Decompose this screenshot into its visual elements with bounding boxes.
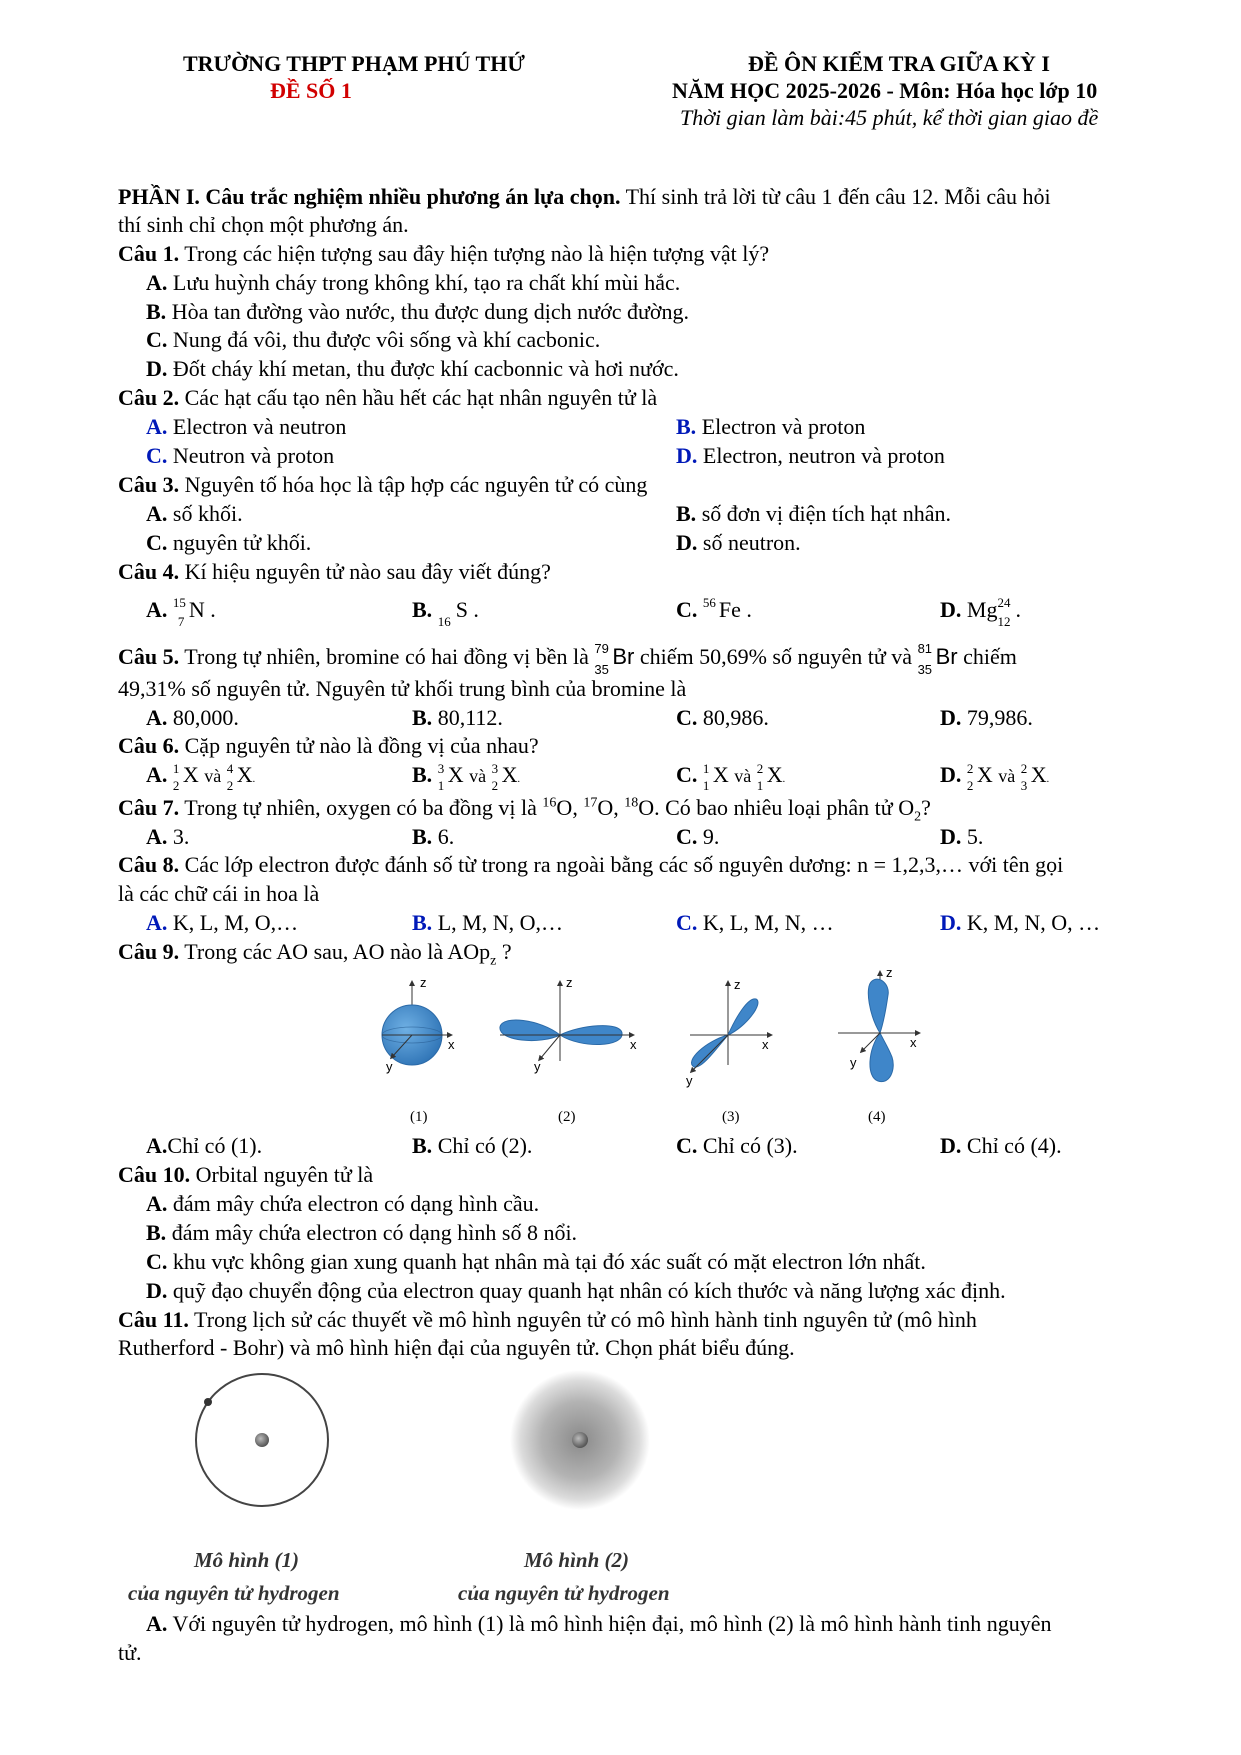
q10-option-d[interactable] [146,1277,1006,1305]
option-text: nguyên tử khối. [172,530,312,555]
orbital-s-figure [382,975,455,1074]
option-letter: C. [146,1249,168,1274]
q-label: Câu 3. [118,472,180,497]
q11-option-a[interactable] [146,1610,1052,1638]
option-letter: D. [940,705,962,730]
question-10 [118,1161,373,1189]
q-text: Trong các hiện tượng sau đây hiện tượng nào là hiện tượng vật lý? [179,241,770,266]
question-3 [118,471,647,499]
punctuation: ? [496,939,512,964]
q-text: Trong tự nhiên, bromine có hai đồng vị bền là [179,644,589,669]
option-letter: B. [412,1133,433,1158]
q1-option-c[interactable] [146,326,600,354]
part1-instruction-2: thí sinh chỉ chọn một phương án. [118,212,409,237]
option-letter: A. [146,824,168,849]
q10-option-b[interactable] [146,1219,577,1247]
q2-option-b[interactable] [676,413,865,441]
q3-option-a[interactable] [146,500,243,528]
option-letter: A. [146,762,168,787]
exam-title: ĐỀ ÔN KIỂM TRA GIỮA KỲ I [748,51,1050,76]
q-label: Câu 11. [118,1307,189,1332]
atomic-number: 2 [172,777,180,793]
orbital-caption-2: (2) [558,1109,576,1125]
part1-heading: PHẦN I. Câu trắc nghiệm nhiều phương án lựa chọn. [118,184,621,209]
option-text: 80,986. [702,705,769,730]
option-letter: D. [940,910,962,935]
option-text: 80,000. [172,705,239,730]
question-9 [118,938,512,969]
question-11-line2: Rutherford - Bohr) và mô hình hiện đại của nguyên tử. Chọn phát biểu đúng. [118,1335,795,1360]
q2-option-c[interactable] [146,442,334,470]
q6-option-a[interactable] [146,760,256,793]
element-symbol: Fe . [718,597,752,622]
conjunction: và [734,766,752,786]
q5-option-b[interactable] [412,704,503,732]
element-symbol: X [501,762,518,787]
option-letter: D. [940,1133,962,1158]
option-letter: D. [146,1278,168,1303]
option-text: Nung đá vôi, thu được vôi sống và khí cacbonic. [172,327,601,352]
bohr-model-hydrogen [196,1374,328,1506]
option-text: số neutron. [702,530,801,555]
axis-label-y: y [850,1055,857,1070]
option-text: 80,112. [437,705,503,730]
conjunction: và [469,766,487,786]
option-letter: A. [146,705,168,730]
nuclide-notation [594,640,612,677]
q11-option-a-line2: tử. [118,1640,142,1665]
orbital-py-figure [686,977,770,1088]
orbital-pz-figure [838,965,918,1082]
option-letter: A. [146,414,168,439]
conjunction: và [998,766,1016,786]
option-text: đám mây chứa electron có dạng hình cầu. [172,1191,540,1216]
atomic-number: 7 [177,613,185,629]
element-symbol: X [976,762,993,787]
question-5 [118,640,1017,677]
element-symbol: X [1030,762,1047,787]
atomic-number: 35 [594,661,609,677]
option-text: Electron, neutron và proton [702,443,945,468]
option-letter: B. [676,501,697,526]
mass-number: 3 [491,760,499,776]
mass-number: 2 [1020,760,1028,776]
option-letter: C. [676,705,698,730]
part1-heading-line [118,183,1051,211]
q6-option-d[interactable] [940,760,1050,793]
option-letter: B. [676,414,697,439]
atomic-number: 12 [997,613,1011,629]
mass-number: 2 [756,760,764,776]
option-letter: C. [146,327,168,352]
axis-label-z: z [566,975,573,990]
nuclide-notation [491,760,502,793]
atomic-number: 35 [917,661,933,677]
option-text: Chỉ có (4). [966,1133,1062,1158]
q10-option-a[interactable] [146,1190,539,1218]
option-letter: D. [676,443,698,468]
option-letter: C. [146,530,168,555]
nuclide-notation [966,760,977,793]
q8-option-d[interactable] [940,909,1100,937]
q2-option-a[interactable] [146,413,346,441]
q-text: chiếm 50,69% số nguyên tử và [634,644,913,669]
orbital-px-figure [500,975,637,1074]
nuclide-notation [756,760,767,793]
option-letter: C. [676,824,698,849]
q-text: Cặp nguyên tử nào là đồng vị của nhau? [179,733,539,758]
year-subject: NĂM HỌC 2025-2026 - Môn: Hóa học lớp 10 [672,78,1098,103]
option-text: số đơn vị điện tích hạt nhân. [701,501,952,526]
q6-option-b[interactable] [412,760,520,793]
option-letter: D. [676,530,698,555]
model-2-sublabel: của nguyên tử hydrogen [458,1581,670,1605]
option-text: đám mây chứa electron có dạng hình số 8 nổi. [171,1220,578,1245]
option-letter: A. [146,910,168,935]
mass-number: 4 [226,760,234,776]
q9-option-d[interactable] [940,1132,1062,1160]
nuclide-notation [172,594,189,629]
nuclide-notation [1020,760,1031,793]
nuclide-notation [172,760,183,793]
nuclide-notation [226,760,237,793]
q-text: Kí hiệu nguyên tử nào sau đây viết đúng? [179,559,551,584]
option-letter: A. [146,1133,168,1158]
q-text: . Có bao nhiêu loại phân tử O [654,795,915,820]
q-text: Trong tự nhiên, oxygen có ba đồng vị là [179,795,543,820]
option-letter: D. [940,762,962,787]
nuclide-notation [702,760,713,793]
element-symbol: X [236,762,253,787]
conjunction: và [204,766,222,786]
axis-label-x: x [630,1037,637,1052]
mass-number: 17 [583,795,598,811]
option-text: Chỉ có (2). [437,1133,533,1158]
q-text: Nguyên tố hóa học là tập hợp các nguyên tử có cùng [179,472,648,497]
q-label: Câu 6. [118,733,180,758]
axis-label-x: x [910,1035,917,1050]
electron-cloud-model-hydrogen [510,1370,650,1510]
q7-option-a[interactable] [146,823,189,851]
option-text: Electron và neutron [172,414,347,439]
element-symbol: X [766,762,783,787]
punctuation: . [1015,597,1021,622]
orbital-caption-4: (4) [868,1109,886,1125]
question-8-line2: là các chữ cái in hoa là [118,881,320,906]
q1-option-b[interactable] [146,298,689,326]
orbital-figures [350,965,930,1130]
q4-option-b[interactable] [412,596,479,629]
atomic-number: 16 [437,613,451,629]
q6-option-c[interactable] [676,760,786,793]
atomic-number: 2 [491,777,499,793]
question-11 [118,1306,977,1334]
mass-number: 24 [997,594,1011,610]
atomic-number: 1 [702,777,710,793]
option-letter: C. [676,762,698,787]
subscript: 2 [914,809,922,825]
q-label: Câu 4. [118,559,180,584]
axis-label-x: x [448,1037,455,1052]
atomic-number: 2 [226,777,234,793]
q5-option-d[interactable] [940,704,1033,732]
orbital-caption-3: (3) [722,1109,740,1125]
option-text: 5. [966,824,984,849]
option-letter: C. [676,910,698,935]
nuclide-notation [437,598,456,629]
element-symbol: X [182,762,199,787]
q9-option-a[interactable] [146,1132,262,1160]
mass-number: 3 [437,760,445,776]
q-label: Câu 7. [118,795,180,820]
q8-option-c[interactable] [676,909,834,937]
option-letter: D. [940,597,962,622]
question-6 [118,732,539,760]
option-text: 6. [437,824,455,849]
option-text: 79,986. [966,705,1033,730]
mass-number: 81 [917,640,933,656]
option-letter: D. [146,356,168,381]
q8-option-b[interactable] [412,909,563,937]
exam-number: ĐỀ SỐ 1 [270,78,352,103]
punctuation: ? [921,795,931,820]
q3-option-d[interactable] [676,529,801,557]
q-text: Các lớp electron được đánh số từ trong ra ngoài bằng các số nguyên dương: n = 1,2,3,… với tên gọi [179,852,1064,877]
q4-option-d[interactable] [940,594,1021,629]
mass-number: 56 [702,594,716,610]
q7-option-d[interactable] [940,823,983,851]
question-1 [118,240,769,268]
subscript: z [490,953,497,969]
element-symbol: X [447,762,464,787]
part1-instruction: Thí sinh trả lời từ câu 1 đến câu 12. Mỗi câu hỏi [620,184,1051,209]
option-letter: C. [676,1133,698,1158]
element-symbol: S . [455,597,479,622]
mass-number: 18 [624,795,639,811]
q-text: Orbital nguyên tử là [190,1162,374,1187]
element-symbol: O [638,795,655,820]
q-text: chiếm [957,644,1017,669]
q3-option-b[interactable] [676,500,951,528]
option-text: K, L, M, N, … [702,910,834,935]
option-letter: B. [412,910,433,935]
axis-label-y: y [534,1059,541,1074]
model-2-label: Mô hình (2) [524,1548,630,1572]
atomic-number: 3 [1020,777,1028,793]
axis-label-y: y [386,1059,393,1074]
nuclide-notation [702,594,719,626]
punctuation: . [782,774,786,785]
element-symbol: X [712,762,729,787]
mass-number: 1 [702,760,710,776]
axis-label-z: z [420,975,427,990]
q9-option-c[interactable] [676,1132,798,1160]
atomic-number: 2 [966,777,974,793]
option-letter: A. [146,597,168,622]
question-4 [118,558,551,586]
question-2 [118,384,657,412]
element-symbol: N . [188,597,216,622]
option-letter: B. [412,762,433,787]
axis-label-z: z [886,965,893,980]
punctuation: . [1046,774,1050,785]
option-text: K, L, M, O,… [172,910,299,935]
option-letter: B. [146,299,167,324]
q-label: Câu 2. [118,385,180,410]
punctuation: . [517,774,520,785]
q8-option-a[interactable] [146,909,298,937]
mass-number: 15 [172,594,186,610]
time-note: Thời gian làm bài:45 phút, kể thời gian giao đề [680,105,1099,130]
q5-option-a[interactable] [146,704,239,732]
q-text: Trong các AO sau, AO nào là AOp [179,939,491,964]
model-1-label: Mô hình (1) [194,1548,300,1572]
q-label: Câu 8. [118,852,180,877]
option-text: Hòa tan đường vào nước, thu được dung dịch nước đường. [171,299,690,324]
q1-option-a[interactable] [146,269,680,297]
option-text: 9. [702,824,720,849]
nuclide-notation [997,594,1015,629]
option-letter: A. [146,1191,168,1216]
option-letter: C. [146,443,168,468]
element-symbol: O [597,795,614,820]
option-text: quỹ đạo chuyển động của electron quay quanh hạt nhân có kích thước và năng lượng xác định. [172,1278,1006,1303]
mass-number: 1 [172,760,180,776]
option-text: L, M, N, O,… [437,910,563,935]
q1-option-d[interactable] [146,355,679,383]
q7-option-c[interactable] [676,823,719,851]
question-7: Câu 7. Trong tự nhiên, oxygen có ba đồng vị là $^{16}$O, $^{17}$O, $^{18}$O. Có bao nhiêu loại phân tử $O_2$? [118,795,931,825]
q-label: Câu 9. [118,939,180,964]
option-text: Neutron và proton [172,443,335,468]
axis-label-y: y [686,1073,693,1088]
option-text: Chỉ có (1). [167,1133,263,1158]
option-text: 3. [172,824,190,849]
orbital-caption-1: (1) [410,1109,428,1125]
punctuation: . [252,774,256,785]
option-text: Electron và proton [701,414,866,439]
option-text: số khối. [172,501,243,526]
mass-number: 2 [966,760,974,776]
option-letter: B. [412,824,433,849]
mass-number: 16 [542,795,557,811]
option-text: Với nguyên tử hydrogen, mô hình (1) là mô hình hiện đại, mô hình (2) là mô hình hành tinh nguyên [172,1611,1052,1636]
mass-number: 79 [594,640,609,656]
option-letter: C. [676,597,698,622]
q-label: Câu 5. [118,644,180,669]
q-label: Câu 1. [118,241,180,266]
q-text: Trong lịch sử các thuyết về mô hình nguyên tử có mô hình hành tinh nguyên tử (mô hình [188,1307,977,1332]
axis-label-z: z [734,977,741,992]
q7-option-b[interactable] [412,823,454,851]
element-symbol: O [556,795,573,820]
q-label: Câu 10. [118,1162,191,1187]
element-symbol: Mg [966,597,998,622]
option-letter: A. [146,1611,168,1636]
element-symbol: Br [935,644,958,669]
atomic-number: 1 [437,777,445,793]
option-text: Đốt cháy khí metan, thu được khí cacbonnic và hơi nước. [172,356,679,381]
model-1-sublabel: của nguyên tử hydrogen [128,1581,340,1605]
q9-option-b[interactable] [412,1132,532,1160]
axis-label-x: x [762,1037,769,1052]
question-8 [118,851,1063,879]
option-text: khu vực không gian xung quanh hạt nhân mà tại đó xác suất có mặt electron lớn nhất. [172,1249,926,1274]
q2-option-d[interactable] [676,442,945,470]
nuclide-notation [917,640,936,677]
option-letter: A. [146,501,168,526]
option-text: Lưu huỳnh cháy trong không khí, tạo ra chất khí mùi hắc. [172,270,681,295]
option-letter: B. [146,1220,167,1245]
option-letter: D. [940,824,962,849]
q4-option-c[interactable] [676,596,752,626]
option-letter: A. [146,270,168,295]
atom-models [190,1368,730,1538]
q-text: Các hạt cấu tạo nên hầu hết các hạt nhân nguyên tử là [179,385,658,410]
q10-option-c[interactable] [146,1248,926,1276]
option-letter: B. [412,597,433,622]
option-letter: B. [412,705,433,730]
q4-option-a[interactable] [146,594,216,629]
q3-option-c[interactable] [146,529,311,557]
element-symbol: Br [612,644,635,669]
option-text: Chỉ có (3). [702,1133,798,1158]
school-name: TRƯỜNG THPT PHẠM PHÚ THỨ [183,51,525,76]
question-5-line2: 49,31% số nguyên tử. Nguyên tử khối trung bình của bromine là [118,676,687,701]
q5-option-c[interactable] [676,704,769,732]
option-text: K, M, N, O, … [966,910,1101,935]
nuclide-notation [437,760,448,793]
atomic-number: 1 [756,777,764,793]
